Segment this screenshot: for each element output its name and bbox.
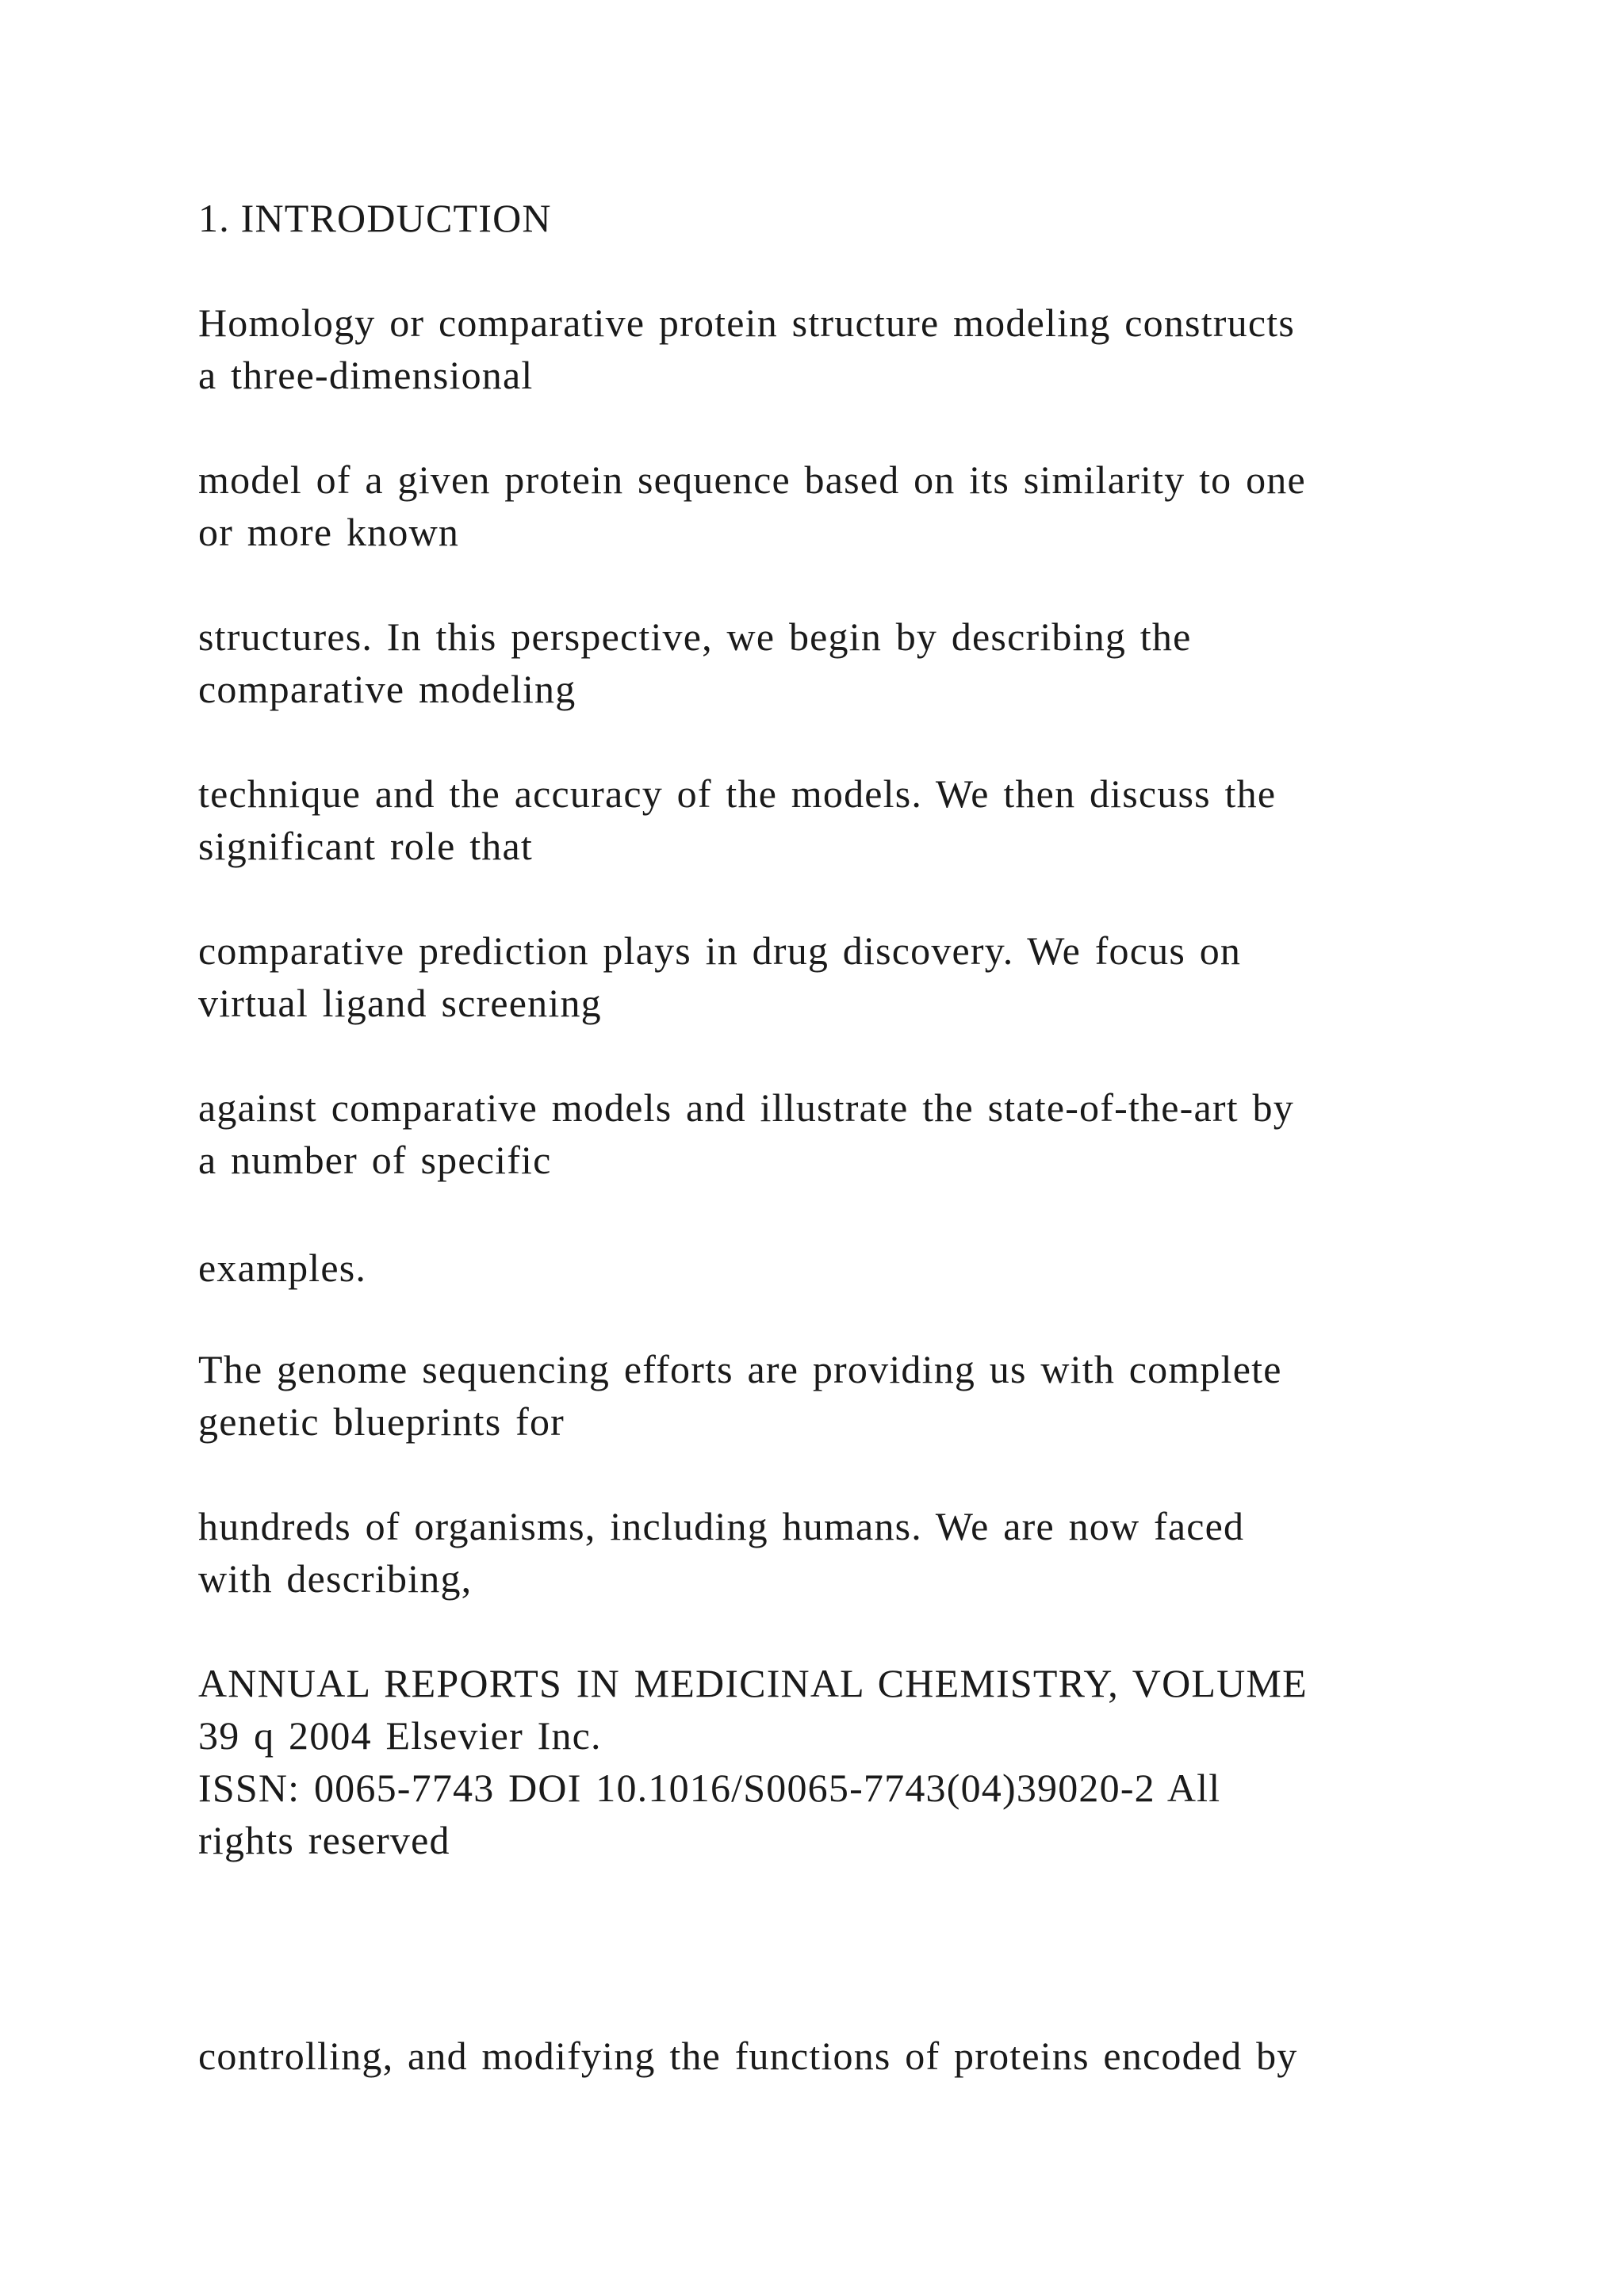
paragraph-2 [198, 453, 1306, 558]
paragraph-6 [198, 1081, 1294, 1186]
paragraph-1 [198, 297, 1295, 401]
paragraph-9 [198, 1500, 1244, 1605]
paragraph-continuation [198, 2030, 1298, 2082]
paragraph-7 [198, 1242, 366, 1294]
text-line: structures. In this perspective, we begin by describing the [198, 614, 1192, 659]
publication-info [198, 1657, 1308, 1866]
text-line: 39 q 2004 Elsevier Inc. [198, 1713, 602, 1758]
text-line: a three-dimensional [198, 353, 534, 397]
text-line: comparative prediction plays in drug discovery. We focus on [198, 928, 1242, 973]
text-line: with describing, [198, 1556, 473, 1601]
paragraph-4 [198, 767, 1276, 872]
text-line: technique and the accuracy of the models. We then discuss the [198, 771, 1277, 816]
text-line: Homology or comparative protein structure modeling constructs [198, 300, 1295, 345]
text-line: The genome sequencing efforts are providing us with complete [198, 1347, 1282, 1391]
text-line: model of a given protein sequence based on its similarity to one [198, 457, 1306, 502]
paragraph-8 [198, 1343, 1282, 1448]
text-line: comparative modeling [198, 667, 576, 711]
text-line: genetic blueprints for [198, 1399, 565, 1444]
text-line: rights reserved [198, 1818, 450, 1862]
document-page [198, 0, 1435, 2296]
text-line: ANNUAL REPORTS IN MEDICINAL CHEMISTRY, VOLUME [198, 1661, 1308, 1705]
text-line: ISSN: 0065-7743 DOI 10.1016/S0065-7743(04)39020-2 All [198, 1766, 1221, 1810]
text-line: examples. [198, 1246, 367, 1290]
text-line: controlling, and modifying the functions of proteins encoded by [198, 2034, 1298, 2078]
paragraph-5 [198, 924, 1241, 1029]
text-line: or more known [198, 510, 460, 554]
text-line: a number of specific [198, 1138, 552, 1182]
text-line: against comparative models and illustrate the state-of-the-art by [198, 1085, 1294, 1130]
text-line: significant role that [198, 824, 533, 868]
text-line: virtual ligand screening [198, 981, 602, 1025]
paragraph-3 [198, 610, 1191, 715]
section-heading: 1. INTRODUCTION [198, 196, 552, 240]
text-line: hundreds of organisms, including humans. We are now faced [198, 1504, 1245, 1548]
